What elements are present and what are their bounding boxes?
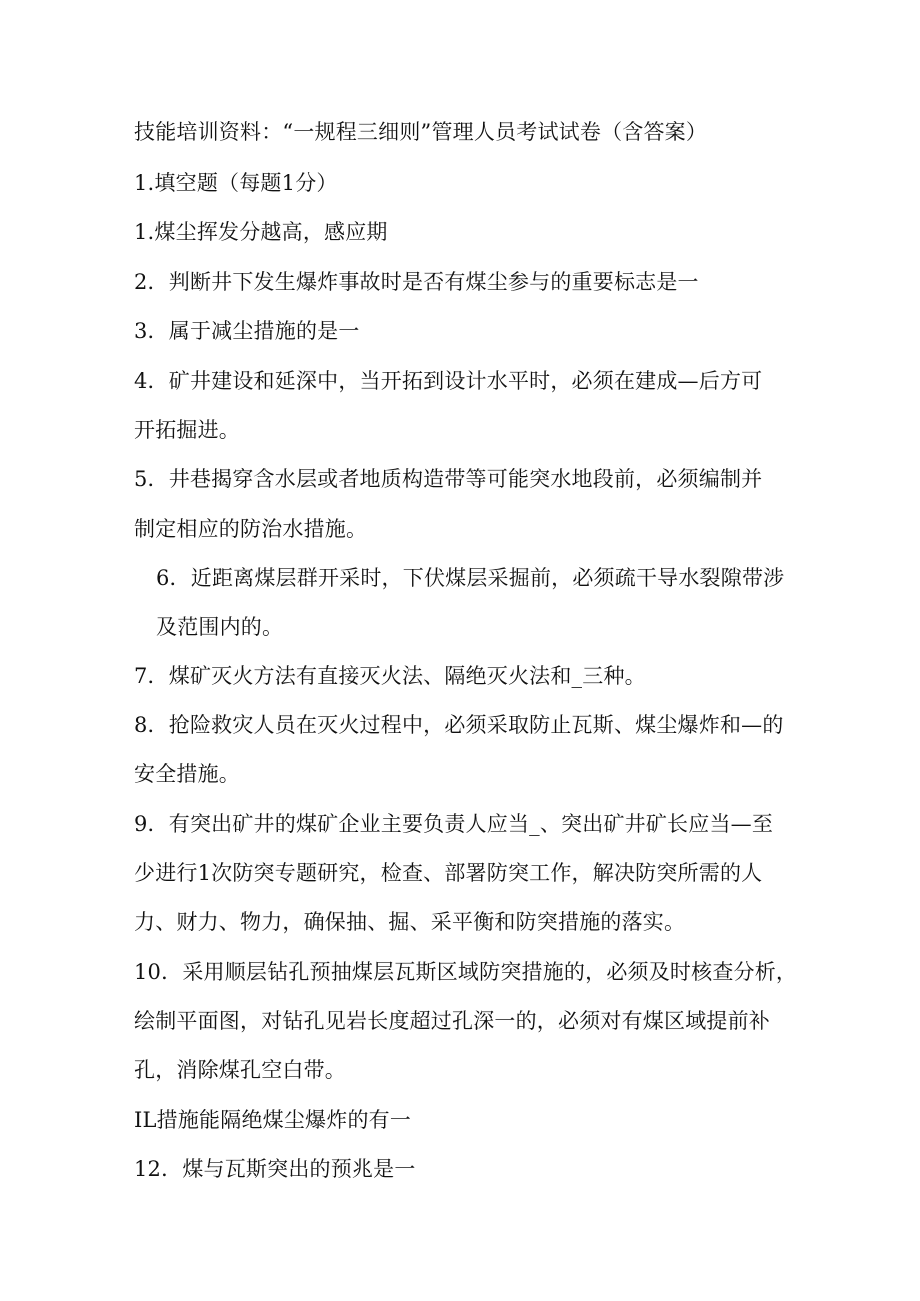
question-line: 2．判断井下发生爆炸事故时是否有煤尘参与的重要标志是一 (134, 270, 699, 294)
question-line: 7．煤矿灭火方法有直接灭火法、隔绝灭火法和_三种。 (134, 664, 646, 688)
question-line: 1.煤尘挥发分越高，感应期 (134, 220, 388, 244)
document-title: 技能培训资料：“一规程三细则”管理人员考试试卷（含答案） (134, 120, 708, 144)
question-line: 12．煤与瓦斯突出的预兆是一 (134, 1157, 416, 1181)
question-line: 5．井巷揭穿含水层或者地质构造带等可能突水地段前，必须编制并 (134, 467, 763, 491)
question-line-continued: 力、财力、物力，确保抽、掘、采平衡和防突措施的落实。 (134, 910, 686, 934)
question-line: 3．属于减尘措施的是一 (134, 319, 360, 343)
question-line: IL措施能隔绝煤尘爆炸的有一 (134, 1108, 412, 1132)
section-heading: 1.填空题（每题1分） (134, 171, 338, 195)
question-line-continued: 及范围内的。 (156, 615, 284, 639)
question-line-continued: 制定相应的防治水措施。 (134, 517, 368, 541)
question-line: 6．近距离煤层群开采时，下伏煤层采掘前，必须疏干导水裂隙带涉 (156, 566, 785, 590)
question-line-continued: 安全措施。 (134, 762, 240, 786)
question-line: 9．有突出矿井的煤矿企业主要负责人应当_、突出矿井矿长应当—至 (134, 812, 774, 836)
question-line-continued: 开拓掘进。 (134, 418, 240, 442)
question-line-continued: 孔，消除煤孔空白带。 (134, 1058, 346, 1082)
question-line-continued: 绘制平面图，对钻孔见岩长度超过孔深一的，必须对有煤区域提前补 (134, 1009, 770, 1033)
question-line: 10．采用顺层钻孔预抽煤层瓦斯区域防突措施的，必须及时核查分析， (134, 960, 798, 984)
question-line: 4．矿井建设和延深中，当开拓到设计水平时，必须在建成—后方可 (134, 369, 763, 393)
question-line-continued: 少进行1次防突专题研究，检查、部署防突工作，解决防突所需的人 (134, 861, 763, 885)
question-line: 8．抢险救灾人员在灭火过程中，必须采取防止瓦斯、煤尘爆炸和—的 (134, 713, 784, 737)
